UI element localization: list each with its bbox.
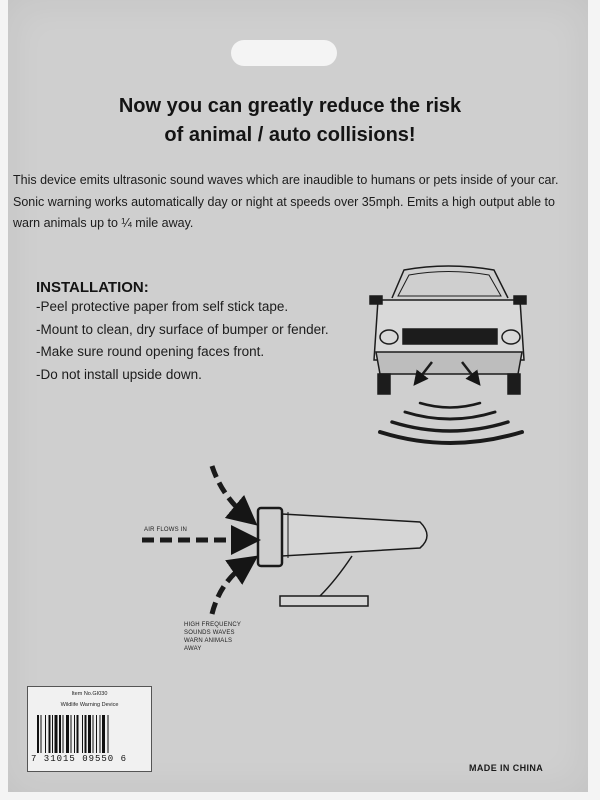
barcode-digits: 7 31015 09550 6 xyxy=(31,754,128,764)
car-grille xyxy=(403,329,497,344)
air-flow-label: AIR FLOWS IN xyxy=(144,527,188,533)
car-bumper xyxy=(376,352,522,374)
product-name: Wildlife Warning Device xyxy=(60,702,119,708)
item-number: Item No.GI030 xyxy=(71,691,108,697)
car-mirror-left xyxy=(370,296,382,304)
device-shell xyxy=(282,514,427,556)
car-mirror-right xyxy=(514,296,526,304)
car-windshield xyxy=(398,272,501,297)
car-front-illustration xyxy=(370,266,526,394)
sound-wave-icons xyxy=(380,403,522,443)
car-roof xyxy=(392,266,508,298)
installation-step: -Make sure round opening faces front. xyxy=(36,344,265,359)
sound-wave xyxy=(392,422,508,431)
frequency-label-line: WARN ANIMALS xyxy=(184,638,233,644)
car-wheel-right xyxy=(508,374,520,394)
installation-step: -Do not install upside down. xyxy=(36,366,202,382)
frequency-label-line: HIGH FREQUENCY xyxy=(184,622,242,628)
product-label xyxy=(27,686,152,772)
headline-line-2: of animal / auto collisions! xyxy=(164,124,416,146)
headline-line-1: Now you can greatly reduce the risk xyxy=(118,95,462,117)
device-stand xyxy=(320,556,352,596)
frequency-label-line: AWAY xyxy=(184,646,202,652)
installation-title: INSTALLATION: xyxy=(36,279,149,296)
car-wheel-left xyxy=(378,374,390,394)
installation-step: -Peel protective paper from self stick tape. xyxy=(36,299,289,314)
warning-device-diagram xyxy=(142,466,427,614)
sound-out-arrow-lower xyxy=(212,564,246,614)
device-opening xyxy=(258,508,282,566)
device-base xyxy=(280,596,368,606)
sound-wave xyxy=(380,432,522,443)
barcode-icon xyxy=(37,715,142,753)
product-description: This device emits ultrasonic sound waves which are inaudible to humans or pets inside of your car. Sonic warning works automatically day or night at speeds over 35mph. Emits a high output able to warn animals up to ¼ mile away. xyxy=(13,173,559,230)
sound-wave xyxy=(420,403,480,408)
frequency-label-line: SOUNDS WAVES xyxy=(184,630,235,636)
installation-step: -Mount to clean, dry surface of bumper or fender. xyxy=(36,321,329,337)
air-flow-arrow-upper xyxy=(212,466,246,516)
sound-wave xyxy=(405,412,495,419)
country-of-origin: MADE IN CHINA xyxy=(469,763,544,773)
